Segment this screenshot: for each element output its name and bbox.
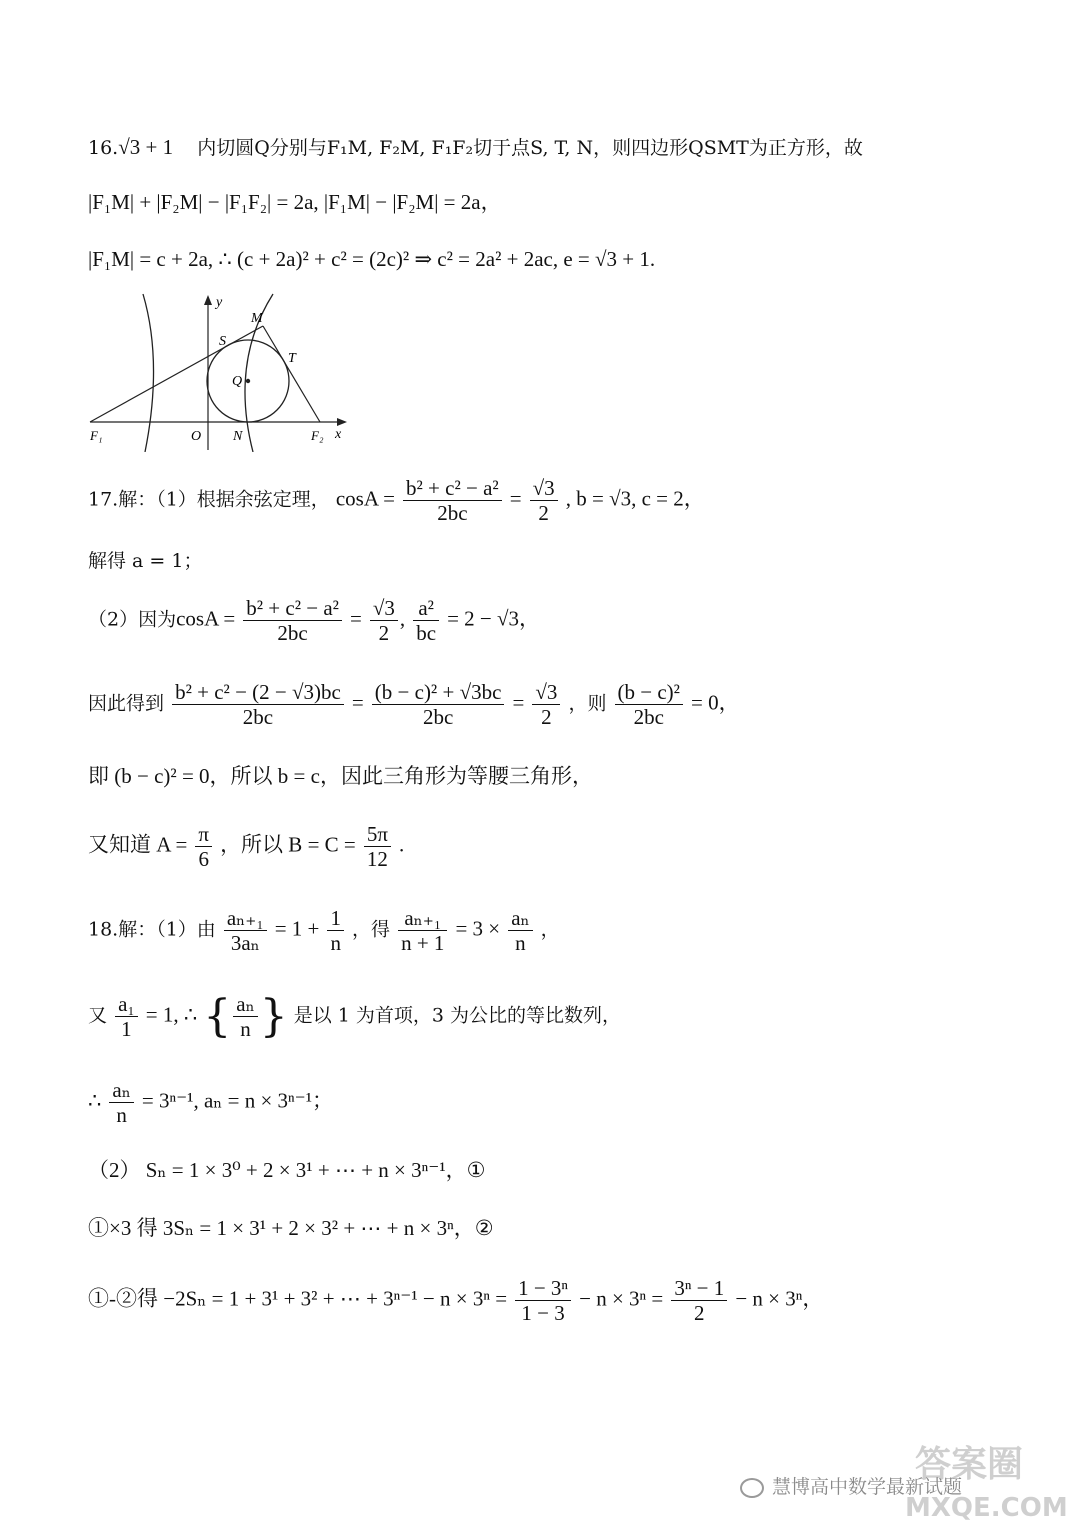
q17-part4-line: 即 (b − c)² = 0，所以 b = c，因此三角形为等腰三角形， xyxy=(88,764,593,788)
q17-p2-tail: = 2 − √3， xyxy=(447,606,541,631)
q18-f2-tail: ， xyxy=(540,918,560,941)
q18-l6-mid: − n × 3ⁿ = xyxy=(579,1286,664,1311)
q17-p2-num: b² + c² − a² xyxy=(243,596,342,621)
q17-cos-lhs: cosA = xyxy=(335,486,395,511)
q18-l6-n1: 1 − 3ⁿ xyxy=(515,1276,571,1301)
q18-f1-mid: = 1 + xyxy=(274,916,320,941)
q18-line4: （2） Sₙ = 1 × 3⁰ + 2 × 3¹ + ⋯ + n × 3ⁿ⁻¹，① xyxy=(88,1158,486,1182)
q18-line6 xyxy=(88,1276,823,1325)
label-o: O xyxy=(191,429,202,444)
wechat-icon xyxy=(740,1478,764,1498)
q17-p5-d2: 12 xyxy=(366,847,388,871)
q18-line2 xyxy=(88,992,621,1041)
label-f2: F₂ xyxy=(311,428,324,443)
q18-l2-mid: = 1, ∴ xyxy=(145,1002,198,1027)
x-axis-arrow xyxy=(337,418,347,426)
q17-p5-mid: ，所以 B = C = xyxy=(220,832,356,857)
q17-p5-n1: π xyxy=(195,822,212,847)
q18-f1-d: n xyxy=(330,931,341,955)
label-m: M xyxy=(251,311,263,326)
q18-l6-d2: 2 xyxy=(694,1301,705,1325)
q16-answer: √3 + 1 xyxy=(118,135,174,159)
watermark-logo xyxy=(895,1436,1075,1524)
q17-line1 xyxy=(88,476,705,525)
q17-frac-rnum: √3 xyxy=(530,476,558,501)
label-t: T xyxy=(288,351,296,366)
q17-p2-lhs: cosA = xyxy=(176,606,236,631)
q18-l6-d1: 1 − 3 xyxy=(521,1301,565,1325)
q18-line5: ①×3 得 3Sₙ = 1 × 3¹ + 2 × 3² + ⋯ + n × 3ⁿ，② xyxy=(88,1216,494,1240)
q18-l2-n: a₁ xyxy=(115,992,138,1017)
q17-p3-num2: (b − c)² + √3bc xyxy=(372,680,505,705)
q18-f1-tail: ，得 xyxy=(352,918,391,941)
q17-p2-f2den: bc xyxy=(416,621,437,645)
q18-line3 xyxy=(88,1078,333,1127)
q17-p3-den2: 2bc xyxy=(422,705,454,729)
q17-p3-tail: = 0， xyxy=(691,690,740,715)
q17-p2-den: 2bc xyxy=(277,621,308,645)
q16-line2: |F₁M| + |F₂M| − |F₁F₂| = 2a, |F₁M| − |F₂M| = 2a， xyxy=(88,190,502,214)
footer-text: 慧博高中数学最新试题 xyxy=(772,1476,963,1498)
q18-l3-tail: = 3ⁿ⁻¹, aₙ = n × 3ⁿ⁻¹； xyxy=(141,1088,334,1113)
hyperbola-figure xyxy=(85,292,355,452)
q18-l6-tail: − n × 3ⁿ， xyxy=(735,1286,824,1311)
q18-f1-n: 1 xyxy=(327,906,344,931)
q17-p3-head: 因此得到 xyxy=(88,692,165,715)
q16-line1 xyxy=(88,135,863,160)
q17-p3-den3: 2bc xyxy=(633,705,664,729)
q17-part2-line: （2）因为cosA = $\frac{\text{b² + c² − a²}}{2bc}$ = $\frac{√3}{2}$ , $\frac{\text{a²}}{bc}$ = 2 − √3， xyxy=(88,596,541,645)
label-s: S xyxy=(219,334,226,349)
watermark-line2: MXQE.COM xyxy=(905,1493,1068,1523)
q17-p3-num3: (b − c)² xyxy=(615,680,683,705)
q16-number: 16. xyxy=(88,137,119,159)
q17-p2-f2num: a² xyxy=(413,596,439,621)
watermark-line1: 答案圈 xyxy=(915,1444,1024,1485)
q18-l3-n: aₙ xyxy=(109,1078,133,1103)
q18-l2-head: 又 xyxy=(88,1004,108,1027)
q18-l3-head: ∴ xyxy=(88,1088,102,1113)
q18-line1 xyxy=(88,906,560,955)
q17-p2-rnum: √3 xyxy=(370,596,398,621)
q17-p3-den: 2bc xyxy=(242,705,274,729)
q17-head: 17.解：（1）根据余弦定理， xyxy=(88,488,330,511)
q17-p2-head: （2）因为 xyxy=(88,608,177,631)
q17-p3-num: b² + c² − (2 − √3)bc xyxy=(172,680,344,705)
q18-l2-bd: n xyxy=(240,1017,251,1041)
q18-f2-n: aₙ xyxy=(508,906,532,931)
q18-l6-n2: 3ⁿ − 1 xyxy=(671,1276,727,1301)
q17-p3-rden: 2 xyxy=(541,705,552,729)
q17-p1-tail: , b = √3, c = 2， xyxy=(565,486,705,511)
q16-line3: |F₁M| = c + 2a, ∴ (c + 2a)² + c² = (2c)² ⇒ c² = 2a² + 2ac, e = √3 + 1. xyxy=(88,247,656,271)
q17-part3-line: 因此得到 $\frac{\text{b² + c² − (2 − √3)bc}}{2bc}$ = $\frac{\text{(b − c)² + √3bc}}{2bc}$ = $\frac{√3}{2}$ ，则 $\frac{\text{(b − c)²}}{2bc}$ = 0， xyxy=(88,680,740,729)
label-x: x xyxy=(335,427,342,442)
q17-p5-n2: 5π xyxy=(364,822,391,847)
q18-f2-mid: = 3 × xyxy=(455,916,501,941)
q17-p5-tail: . xyxy=(398,832,405,857)
center-q-dot xyxy=(246,379,250,383)
q17-eq: = xyxy=(509,486,522,511)
q18-l2-d: 1 xyxy=(121,1017,132,1041)
q18-f1-num: aₙ₊₁ xyxy=(224,906,267,931)
label-y: y xyxy=(216,295,223,310)
q18-l3-d: n xyxy=(116,1103,127,1127)
q17-solve-line: 解得 a = 1； xyxy=(88,550,203,572)
q18-l2-bn: aₙ xyxy=(233,992,257,1017)
q18-f1-den: 3aₙ xyxy=(230,931,260,955)
label-f1: F₁ xyxy=(90,428,103,443)
q17-frac-num: b² + c² − a² xyxy=(403,476,502,501)
q17-p3-rnum: √3 xyxy=(532,680,560,705)
q18-f2-num: aₙ₊₁ xyxy=(398,906,447,931)
segment-mf2 xyxy=(263,326,320,422)
q18-f2-den: n + 1 xyxy=(401,931,445,955)
right-brace: } xyxy=(259,990,288,1042)
q18-head: 18.解：（1）由 xyxy=(88,918,216,941)
q17-p3-mid: ，则 xyxy=(568,692,607,715)
label-q: Q xyxy=(232,374,243,389)
q17-p2-rden: 2 xyxy=(378,621,390,645)
q18-f2-d: n xyxy=(515,931,526,955)
q17-part5-line xyxy=(88,822,404,871)
left-brace: { xyxy=(203,990,232,1042)
q18-l2-tail: 是以 1 为首项，3 为公比的等比数列， xyxy=(293,1004,622,1027)
label-n: N xyxy=(233,429,243,444)
q17-p5-d1: 6 xyxy=(198,847,209,871)
q16-line1-text: 内切圆Q分别与F₁M, F₂M, F₁F₂切于点S, T, N，则四边形QSMT为正方形，故 xyxy=(197,137,863,159)
q18-l6-head: ①-②得 −2Sₙ = 1 + 3¹ + 3² + ⋯ + 3ⁿ⁻¹ − n × 3ⁿ = xyxy=(88,1286,508,1311)
q17-p5-head: 又知道 A = xyxy=(88,832,188,857)
q17-frac-den: 2bc xyxy=(437,501,468,525)
hyperbola-left-branch xyxy=(143,294,154,452)
y-axis-arrow xyxy=(204,295,212,305)
q17-frac-rden: 2 xyxy=(538,501,549,525)
